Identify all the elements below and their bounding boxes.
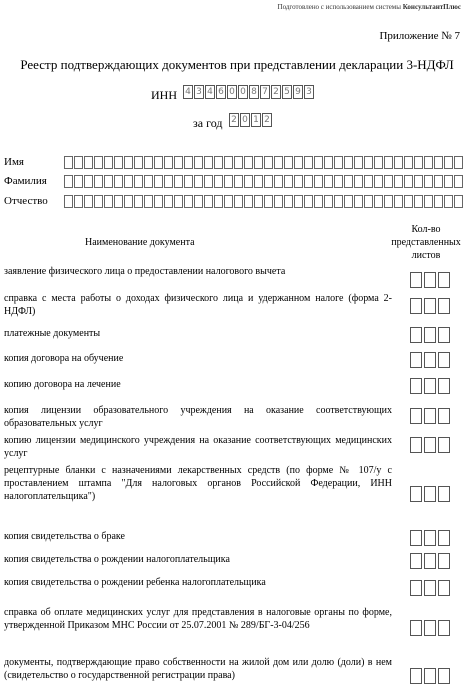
inn-digit: 5	[282, 85, 292, 99]
letter-cell[interactable]	[394, 175, 403, 188]
letter-cell[interactable]	[234, 156, 243, 169]
letter-cell[interactable]	[74, 195, 83, 208]
letter-cell[interactable]	[274, 156, 283, 169]
first-name-label: Имя	[4, 156, 24, 168]
letter-cell[interactable]	[444, 195, 453, 208]
sheet-count-cell[interactable]	[424, 408, 436, 424]
year-digit: 0	[240, 113, 250, 127]
sheet-count-cells[interactable]	[410, 378, 452, 394]
letter-cell[interactable]	[394, 156, 403, 169]
letter-cell[interactable]	[364, 156, 373, 169]
sheet-count-cells[interactable]	[410, 408, 452, 424]
document-row-label: копия свидетельства о рождении налогоплательщика	[4, 554, 230, 565]
letter-cell[interactable]	[174, 156, 183, 169]
sheet-count-cells[interactable]	[410, 553, 452, 569]
year-digits[interactable]	[229, 113, 273, 127]
letter-cell[interactable]	[294, 156, 303, 169]
letter-cell[interactable]	[234, 175, 243, 188]
sheet-count-cells[interactable]	[410, 298, 452, 314]
letter-cell[interactable]	[104, 156, 113, 169]
letter-cell[interactable]	[154, 195, 163, 208]
sheet-count-cell[interactable]	[410, 408, 422, 424]
inn-digit: 6	[216, 85, 226, 99]
year-digit: 2	[229, 113, 239, 127]
letter-cell[interactable]	[334, 195, 343, 208]
inn-digit: 2	[271, 85, 281, 99]
document-row-label: заявление физического лица о предоставлении налогового вычета	[4, 266, 286, 277]
document-name-header: Наименование документа	[85, 237, 195, 248]
sheet-count-cell[interactable]	[410, 298, 422, 314]
sheet-count-cell[interactable]	[424, 272, 436, 288]
year-label: за год	[193, 116, 223, 130]
sheet-count-cell[interactable]	[410, 530, 422, 546]
document-row-label: копию лицензии медицинского учреждения на оказание соответствующих медицинских услуг	[4, 435, 392, 459]
inn-digit: 4	[205, 85, 215, 99]
sheet-count-cell[interactable]	[424, 437, 436, 453]
letter-cell[interactable]	[384, 175, 393, 188]
sheet-count-cell[interactable]	[424, 553, 436, 569]
sheet-count-cell[interactable]	[438, 352, 450, 368]
sheet-count-cell[interactable]	[424, 620, 436, 636]
letter-cell[interactable]	[164, 195, 173, 208]
document-row-label: копию договора на лечение	[4, 379, 121, 390]
letter-cell[interactable]	[374, 175, 383, 188]
letter-cell[interactable]	[244, 175, 253, 188]
letter-cell[interactable]	[254, 195, 263, 208]
letter-cell[interactable]	[344, 156, 353, 169]
document-row-label: платежные документы	[4, 328, 101, 339]
sheet-count-cell[interactable]	[424, 486, 436, 502]
document-row-label: рецептурные бланки с назначениями лекарственных средств (по форме № 107/у с проставлением штампа "Для налоговых органов Российской Федерации, ИНН налогоплательщика")	[4, 465, 392, 502]
letter-cell[interactable]	[234, 195, 243, 208]
sheet-count-cells[interactable]	[410, 580, 452, 596]
sheet-count-cell[interactable]	[410, 668, 422, 684]
page-title: Реестр подтверждающих документов при представлении декларации 3-НДФЛ	[20, 57, 454, 72]
sheet-count-cell[interactable]	[424, 352, 436, 368]
sheet-count-cells[interactable]	[410, 272, 452, 288]
sheet-count-header: Кол-во представленных листов	[391, 224, 461, 261]
letter-cell[interactable]	[204, 156, 213, 169]
letter-cell[interactable]	[304, 156, 313, 169]
sheet-count-cell[interactable]	[438, 272, 450, 288]
inn-digit: 7	[260, 85, 270, 99]
letter-cell[interactable]	[334, 175, 343, 188]
letter-cell[interactable]	[164, 175, 173, 188]
letter-cell[interactable]	[134, 195, 143, 208]
letter-cell[interactable]	[84, 156, 93, 169]
appendix-number: Приложение № 7	[379, 30, 460, 42]
document-row-label: копия лицензии образовательного учреждения на оказание соответствующих образовательных услуг	[4, 405, 392, 429]
prepared-note: Подготовлено с использованием системы КонсультантПлюс	[277, 3, 461, 11]
letter-cell[interactable]	[174, 195, 183, 208]
year-digit: 1	[251, 113, 261, 127]
letter-cell[interactable]	[194, 175, 203, 188]
document-row-label: копия свидетельства о браке	[4, 531, 125, 542]
sheet-count-cell[interactable]	[438, 298, 450, 314]
letter-cell[interactable]	[184, 175, 193, 188]
letter-cell[interactable]	[354, 195, 363, 208]
letter-cell[interactable]	[314, 156, 323, 169]
document-row-label: документы, подтверждающие право собственности на жилой дом или долю (доли) в нем (свидетельство о государственной регистрации права)	[4, 657, 392, 681]
letter-cell[interactable]	[454, 175, 463, 188]
sheet-count-cell[interactable]	[424, 668, 436, 684]
sheet-count-cell[interactable]	[410, 553, 422, 569]
letter-cell[interactable]	[214, 195, 223, 208]
letter-cell[interactable]	[374, 195, 383, 208]
letter-cell[interactable]	[434, 156, 443, 169]
sheet-count-cell[interactable]	[438, 620, 450, 636]
sheet-count-cell[interactable]	[438, 580, 450, 596]
letter-cell[interactable]	[294, 175, 303, 188]
last-name-cells[interactable]	[64, 175, 464, 188]
letter-cell[interactable]	[154, 156, 163, 169]
document-row-label: копия договора на обучение	[4, 353, 124, 364]
letter-cell[interactable]	[244, 195, 253, 208]
sheet-count-cell[interactable]	[424, 327, 436, 343]
letter-cell[interactable]	[404, 175, 413, 188]
patronymic-label: Отчество	[4, 195, 48, 207]
sheet-count-cells[interactable]	[410, 668, 452, 684]
letter-cell[interactable]	[204, 195, 213, 208]
letter-cell[interactable]	[324, 195, 333, 208]
letter-cell[interactable]	[414, 195, 423, 208]
letter-cell[interactable]	[154, 175, 163, 188]
letter-cell[interactable]	[214, 156, 223, 169]
letter-cell[interactable]	[384, 156, 393, 169]
letter-cell[interactable]	[194, 195, 203, 208]
sheet-count-cell[interactable]	[438, 486, 450, 502]
letter-cell[interactable]	[294, 195, 303, 208]
letter-cell[interactable]	[384, 195, 393, 208]
letter-cell[interactable]	[284, 195, 293, 208]
sheet-count-cells[interactable]	[410, 352, 452, 368]
sheet-count-cell[interactable]	[410, 486, 422, 502]
inn-digits[interactable]	[183, 85, 315, 99]
letter-cell[interactable]	[134, 156, 143, 169]
sheet-count-cell[interactable]	[438, 553, 450, 569]
sheet-count-cell[interactable]	[424, 378, 436, 394]
letter-cell[interactable]	[94, 156, 103, 169]
letter-cell[interactable]	[254, 175, 263, 188]
sheet-count-cell[interactable]	[424, 530, 436, 546]
sheet-count-cell[interactable]	[424, 298, 436, 314]
inn-digit: 0	[238, 85, 248, 99]
letter-cell[interactable]	[284, 156, 293, 169]
sheet-count-cells[interactable]	[410, 620, 452, 636]
inn-digit: 3	[194, 85, 204, 99]
letter-cell[interactable]	[94, 195, 103, 208]
letter-cell[interactable]	[184, 195, 193, 208]
first-name-cells[interactable]	[64, 156, 464, 169]
letter-cell[interactable]	[174, 175, 183, 188]
inn-digit: 3	[304, 85, 314, 99]
letter-cell[interactable]	[144, 156, 153, 169]
letter-cell[interactable]	[344, 175, 353, 188]
letter-cell[interactable]	[314, 175, 323, 188]
letter-cell[interactable]	[224, 175, 233, 188]
sheet-count-cell[interactable]	[438, 327, 450, 343]
letter-cell[interactable]	[394, 195, 403, 208]
letter-cell[interactable]	[354, 175, 363, 188]
inn-digit: 8	[249, 85, 259, 99]
letter-cell[interactable]	[134, 175, 143, 188]
letter-cell[interactable]	[144, 175, 153, 188]
letter-cell[interactable]	[324, 175, 333, 188]
sheet-count-cell[interactable]	[438, 378, 450, 394]
sheet-count-cell[interactable]	[410, 352, 422, 368]
sheet-count-cells[interactable]	[410, 327, 452, 343]
letter-cell[interactable]	[84, 175, 93, 188]
letter-cell[interactable]	[444, 175, 453, 188]
letter-cell[interactable]	[114, 195, 123, 208]
letter-cell[interactable]	[424, 156, 433, 169]
letter-cell[interactable]	[104, 195, 113, 208]
letter-cell[interactable]	[104, 175, 113, 188]
letter-cell[interactable]	[244, 156, 253, 169]
letter-cell[interactable]	[114, 175, 123, 188]
sheet-count-cells[interactable]	[410, 437, 452, 453]
sheet-count-cell[interactable]	[438, 437, 450, 453]
letter-cell[interactable]	[324, 156, 333, 169]
sheet-count-cell[interactable]	[410, 437, 422, 453]
letter-cell[interactable]	[64, 175, 73, 188]
letter-cell[interactable]	[184, 156, 193, 169]
letter-cell[interactable]	[224, 156, 233, 169]
letter-cell[interactable]	[194, 156, 203, 169]
year-digit: 2	[262, 113, 272, 127]
letter-cell[interactable]	[144, 195, 153, 208]
letter-cell[interactable]	[264, 156, 273, 169]
letter-cell[interactable]	[74, 175, 83, 188]
letter-cell[interactable]	[124, 175, 133, 188]
letter-cell[interactable]	[284, 175, 293, 188]
sheet-count-cell[interactable]	[410, 580, 422, 596]
letter-cell[interactable]	[424, 175, 433, 188]
letter-cell[interactable]	[404, 195, 413, 208]
letter-cell[interactable]	[344, 195, 353, 208]
letter-cell[interactable]	[74, 156, 83, 169]
letter-cell[interactable]	[264, 175, 273, 188]
letter-cell[interactable]	[274, 175, 283, 188]
letter-cell[interactable]	[224, 195, 233, 208]
letter-cell[interactable]	[364, 175, 373, 188]
last-name-label: Фамилия	[4, 175, 47, 187]
letter-cell[interactable]	[164, 156, 173, 169]
letter-cell[interactable]	[254, 156, 263, 169]
letter-cell[interactable]	[214, 175, 223, 188]
inn-digit: 9	[293, 85, 303, 99]
inn-label: ИНН	[151, 88, 177, 102]
letter-cell[interactable]	[94, 175, 103, 188]
letter-cell[interactable]	[374, 156, 383, 169]
inn-digit: 4	[183, 85, 193, 99]
sheet-count-cell[interactable]	[424, 580, 436, 596]
letter-cell[interactable]	[314, 195, 323, 208]
document-row-label: копия свидетельства о рождении ребенка налогоплательщика	[4, 577, 266, 588]
letter-cell[interactable]	[414, 156, 423, 169]
letter-cell[interactable]	[84, 195, 93, 208]
sheet-count-cell[interactable]	[410, 272, 422, 288]
letter-cell[interactable]	[64, 195, 73, 208]
document-row-label: справка об оплате медицинских услуг для представления в налоговые органы по форме, утвержденной Приказом МНС России от 25.07.2001 № 289/БГ-3-04/256	[4, 607, 392, 631]
letter-cell[interactable]	[444, 156, 453, 169]
letter-cell[interactable]	[274, 195, 283, 208]
sheet-count-cell[interactable]	[438, 668, 450, 684]
inn-digit: 0	[227, 85, 237, 99]
letter-cell[interactable]	[434, 175, 443, 188]
document-row-label: справка с места работы о доходах физического лица и удержанном налоге (форма 2-НДФЛ)	[4, 293, 392, 317]
sheet-count-cells[interactable]	[410, 530, 452, 546]
letter-cell[interactable]	[114, 156, 123, 169]
sheet-count-cell[interactable]	[438, 530, 450, 546]
sheet-count-cell[interactable]	[410, 620, 422, 636]
sheet-count-cell[interactable]	[410, 327, 422, 343]
letter-cell[interactable]	[454, 195, 463, 208]
letter-cell[interactable]	[354, 156, 363, 169]
letter-cell[interactable]	[404, 156, 413, 169]
sheet-count-cells[interactable]	[410, 486, 452, 502]
letter-cell[interactable]	[414, 175, 423, 188]
letter-cell[interactable]	[64, 156, 73, 169]
letter-cell[interactable]	[334, 156, 343, 169]
letter-cell[interactable]	[264, 195, 273, 208]
letter-cell[interactable]	[124, 195, 133, 208]
letter-cell[interactable]	[364, 195, 373, 208]
letter-cell[interactable]	[454, 156, 463, 169]
sheet-count-cell[interactable]	[410, 378, 422, 394]
letter-cell[interactable]	[424, 195, 433, 208]
letter-cell[interactable]	[304, 175, 313, 188]
sheet-count-cell[interactable]	[438, 408, 450, 424]
patronymic-cells[interactable]	[64, 195, 464, 208]
letter-cell[interactable]	[304, 195, 313, 208]
letter-cell[interactable]	[204, 175, 213, 188]
letter-cell[interactable]	[434, 195, 443, 208]
letter-cell[interactable]	[124, 156, 133, 169]
